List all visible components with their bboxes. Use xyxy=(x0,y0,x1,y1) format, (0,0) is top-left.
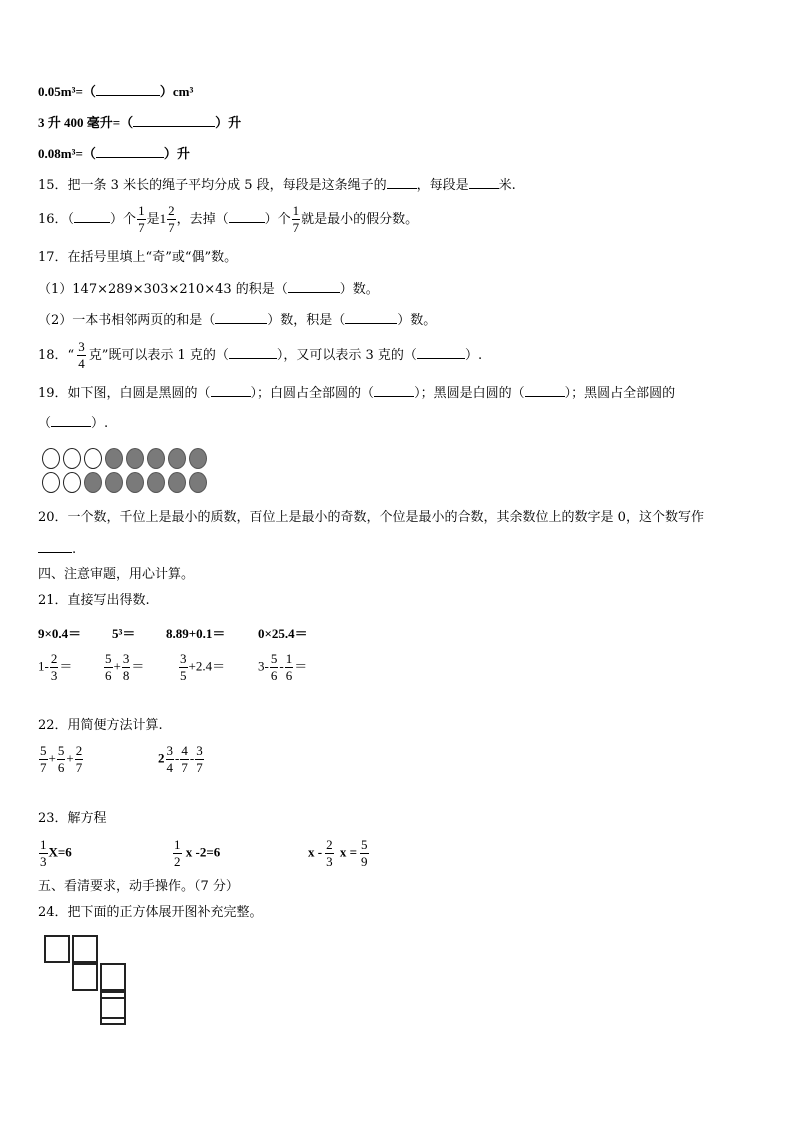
fraction: $\frac{2}{7}$ xyxy=(75,743,83,775)
section-4-heading: 四、注意审题，用心计算。 xyxy=(38,567,195,582)
fraction: $\frac{5}{6}$ xyxy=(270,651,278,683)
fraction: $\frac{1}{7}$ xyxy=(138,203,145,235)
fraction: $\frac{3}{4}$ xyxy=(78,339,85,371)
answer-blank[interactable] xyxy=(525,384,565,397)
equation-1: $\frac{1}{3}$ X=6 xyxy=(40,837,72,869)
question-17-part-1: （1）147×289×303×210×43 的积是（ ）数。 xyxy=(38,282,379,297)
question-23-title: 23．解方程 xyxy=(38,811,107,826)
circles-row-2 xyxy=(42,472,210,493)
calc-item: $\frac{5}{6}$ + $\frac{3}{8}$ ＝ xyxy=(105,651,145,683)
question-16: 16．（ ）个 $\frac{1}{7}$ 是1 $\frac{2}{7}$ ，去掉（ ）个 $\frac{1}{7}$ 就是最小的假分数。 xyxy=(38,203,419,235)
fraction: $\frac{3}{8}$ xyxy=(122,651,130,683)
answer-blank[interactable] xyxy=(345,311,397,324)
question-17-title: 17．在括号里填上“奇”或“偶”数。 xyxy=(38,250,238,265)
net-square xyxy=(72,935,98,963)
black-circle xyxy=(168,448,186,469)
fraction: $\frac{3}{4}$ xyxy=(166,743,173,775)
fraction: $\frac{2}{3}$ xyxy=(50,651,58,683)
answer-blank[interactable] xyxy=(38,540,72,553)
question-19-continued: （ ）. xyxy=(38,416,109,431)
calc-item: 3- $\frac{5}{6}$ - $\frac{1}{6}$ ＝ xyxy=(258,651,308,683)
white-circle xyxy=(42,448,60,469)
fraction: $\frac{2}{3}$ xyxy=(326,837,333,869)
fraction: $\frac{1}{3}$ xyxy=(40,837,47,869)
white-circle xyxy=(42,472,60,493)
conversion-line-1: 0.05m³=（ ）cm³ xyxy=(38,84,194,99)
black-circle xyxy=(126,448,144,469)
net-square xyxy=(100,997,126,1025)
fraction: $\frac{4}{7}$ xyxy=(181,743,188,775)
answer-blank[interactable] xyxy=(96,83,160,96)
black-circle xyxy=(189,472,207,493)
conversion-line-2: 3 升 400 毫升=（ ）升 xyxy=(38,115,242,130)
answer-blank[interactable] xyxy=(96,145,164,158)
answer-blank[interactable] xyxy=(215,311,267,324)
answer-blank[interactable] xyxy=(229,210,265,223)
calc-item: $\frac{3}{5}$ +2.4＝ xyxy=(180,651,226,683)
fraction: $\frac{5}{9}$ xyxy=(361,837,368,869)
answer-blank[interactable] xyxy=(374,384,414,397)
calc-item: 8.89+0.1＝ xyxy=(166,626,226,641)
fraction: $\frac{2}{7}$ xyxy=(168,203,175,235)
answer-blank[interactable] xyxy=(417,346,465,359)
question-20-answer: . xyxy=(38,540,76,559)
answer-blank[interactable] xyxy=(74,210,110,223)
question-19: 19．如下图，白圆是黑圆的（ ）；白圆占全部圆的（ ）；黑圆是白圆的（ ）；黑圆占全部圆的 xyxy=(38,386,676,401)
answer-blank[interactable] xyxy=(211,384,251,397)
net-square xyxy=(100,963,126,991)
section-5-heading: 五、看清要求，动手操作。（7 分） xyxy=(38,879,239,894)
black-circle xyxy=(126,472,144,493)
white-circle xyxy=(63,448,81,469)
calc-item: 0×25.4＝ xyxy=(258,626,308,641)
equation-2: $\frac{1}{2}$ x -2=6 xyxy=(174,837,221,869)
question-24: 24．把下面的正方体展开图补充完整。 xyxy=(38,905,263,920)
black-circle xyxy=(84,472,102,493)
question-17-part-2: （2）一本书相邻两页的和是（ ）数，积是（ ）数。 xyxy=(38,313,437,328)
black-circle xyxy=(189,448,207,469)
black-circle xyxy=(105,472,123,493)
question-22-title: 22．用简便方法计算. xyxy=(38,718,163,733)
fraction: $\frac{1}{2}$ xyxy=(174,837,181,869)
white-circle xyxy=(84,448,102,469)
fraction: $\frac{1}{7}$ xyxy=(292,203,300,235)
answer-blank[interactable] xyxy=(51,414,91,427)
simplify-expression-1: $\frac{5}{7}$ + $\frac{5}{6}$ + $\frac{2}{7}$ xyxy=(40,743,83,775)
question-20: 20．一个数，千位上是最小的质数，百位上是最小的奇数，个位是最小的合数，其余数位上的数字是 0，这个数写作 xyxy=(38,510,704,525)
white-circle xyxy=(63,472,81,493)
black-circle xyxy=(147,448,165,469)
fraction: $\frac{5}{6}$ xyxy=(57,743,65,775)
answer-blank[interactable] xyxy=(133,114,215,127)
fraction: $\frac{3}{5}$ xyxy=(180,651,187,683)
answer-blank[interactable] xyxy=(229,346,277,359)
simplify-expression-2: 2 $\frac{3}{4}$ - $\frac{4}{7}$ - $\frac{3}{7}$ xyxy=(158,743,203,775)
answer-blank[interactable] xyxy=(387,176,417,189)
net-square xyxy=(44,935,70,963)
conversion-line-3: 0.08m³=（ ）升 xyxy=(38,146,190,161)
fraction: $\frac{1}{6}$ xyxy=(285,651,293,683)
fraction: $\frac{3}{7}$ xyxy=(196,743,203,775)
black-circle xyxy=(147,472,165,493)
equation-3: x - $\frac{2}{3}$ x = $\frac{5}{9}$ xyxy=(308,837,368,869)
answer-blank[interactable] xyxy=(288,280,340,293)
fraction: $\frac{5}{6}$ xyxy=(105,651,112,683)
question-15: 15．把一条 3 米长的绳子平均分成 5 段，每段是这条绳子的 ，每段是 米. xyxy=(38,178,516,193)
question-18: 18．“ $\frac{3}{4}$ 克”既可以表示 1 克的（ ），又可以表示 3 克的（ ）. xyxy=(38,339,483,371)
answer-blank[interactable] xyxy=(469,176,499,189)
net-square xyxy=(72,963,98,991)
question-21-title: 21．直接写出得数. xyxy=(38,593,150,608)
calc-item: 9×0.4＝ xyxy=(38,626,82,641)
circles-row-1 xyxy=(42,448,210,469)
fraction: $\frac{5}{7}$ xyxy=(40,743,47,775)
black-circle xyxy=(168,472,186,493)
calc-item: 1- $\frac{2}{3}$ ＝ xyxy=(38,651,73,683)
calc-item: 5³＝ xyxy=(112,626,136,641)
black-circle xyxy=(105,448,123,469)
